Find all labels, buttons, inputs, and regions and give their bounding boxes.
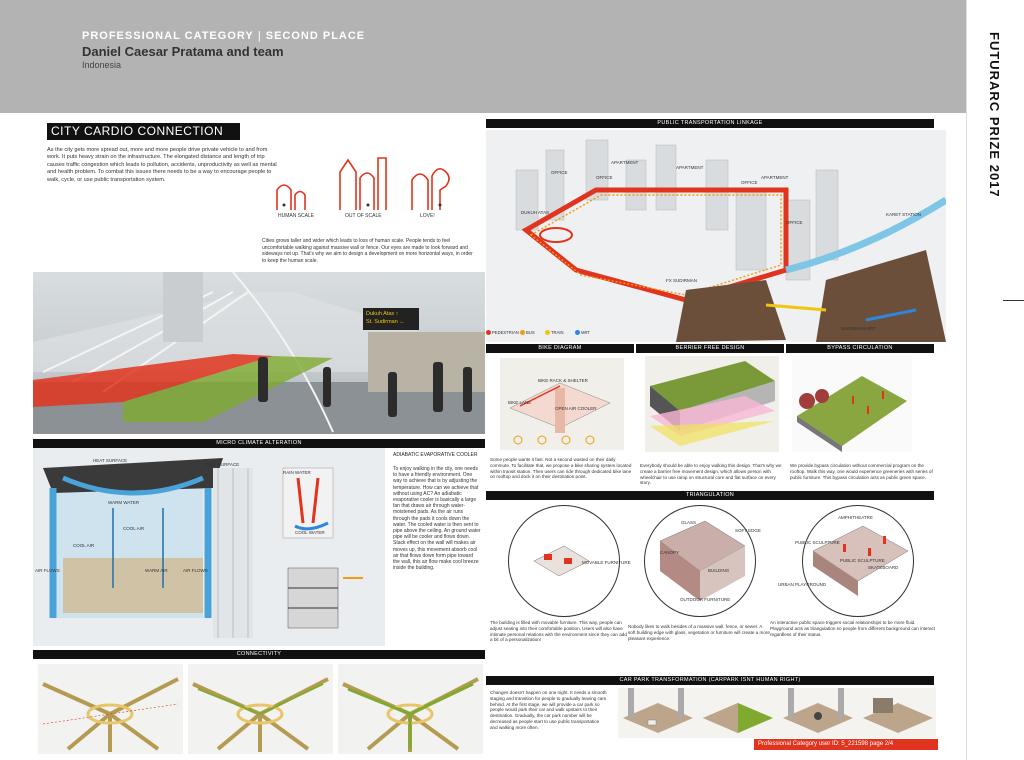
transport-linkage-illustration: [486, 130, 946, 342]
connectivity-stage-1-drawing: [38, 664, 183, 754]
label-skateboard: SKATEBOARD: [868, 565, 899, 570]
bypass-illustration: [792, 356, 912, 452]
country: Indonesia: [82, 60, 122, 70]
legend-pedestrian: [486, 330, 519, 335]
label-soft-edge: SOFT EDGE: [735, 528, 761, 533]
legend-label-train: TRAIN: [551, 330, 564, 335]
label-warm-air: WARM AIR: [145, 568, 168, 573]
micro-climate-heading: ADIABATIC EVAPORATIVE COOLER: [393, 452, 478, 458]
micro-climate-diagram: [33, 448, 385, 646]
bike-diagram-illustration: [500, 358, 624, 450]
connectivity-stage-1: [38, 664, 183, 754]
section-triangulation: TRIANGULATION: [486, 491, 934, 500]
label-human-scale: HUMAN SCALE: [278, 213, 315, 219]
legend-mrt: [575, 330, 590, 335]
label-open-air-cooler: OPEN AIR COOLER: [555, 406, 597, 411]
label-karet-station: KARET STATION: [886, 212, 922, 217]
label-amphitheatre: AMPHITHEATRE: [838, 515, 873, 520]
sidebar-divider: [1003, 300, 1024, 301]
intro-paragraph: As the city gets more spread out, more and more people drive private vehicle to and from work. It puts heavy strain on the infrastructure. The elongated distance and length of trip causes traffic congestion which leads to pollution, accidents, unproductivity as well as mental and health problem. To combat this issues there needs to be a way to encourage people to walk, cycle, or use public transportation system.: [47, 147, 277, 183]
label-sudirman-mrt: SUDIRMAN MRT: [841, 326, 876, 331]
header-banner: [0, 0, 966, 113]
label-dukuh-atas: DUKUH ATAS: [521, 210, 550, 215]
label-urban-playground: URBAN PLAYGROUND: [778, 582, 827, 587]
triangulation-text-3: An interactive public space triggers social relationships to be more fluid. Playground acts as triangulation so people from different background can interact regardless of their status.: [770, 620, 936, 637]
bike-text: Some people wants it fast. Not a second wasted on their daily commute. To facilitate that, we propose a bike sharing system located within transit station. Then users can ride through dedicated bike lane on rooftop and dock it on their destination point.: [490, 457, 632, 480]
car-park-stages-drawing: [618, 688, 936, 738]
label-office-3: OFFICE: [741, 180, 758, 185]
triangulation-text-2: Nobody likes to walk besides of a massive wall, fence, or sewer. A soft building edge with glass, vegetation or furniture will create a more pleasant experience.: [628, 624, 770, 641]
barrier-free-text: Everybody should be able to enjoy walking this design. That's why we create a barrier free movement design, which allows person with wheelchair to use ramp on structural core and flat surface on every story.: [640, 463, 782, 486]
connectivity-stage-2: [188, 664, 333, 754]
label-rain-water: RAIN WATER: [283, 470, 311, 475]
label-bike-rack: BIKE RACK & SHELTER: [538, 378, 588, 383]
label-public-sculpture-1: PUBLIC SCULPTURE: [795, 540, 840, 545]
legend-dot-train: [545, 330, 550, 335]
legend-train: [545, 330, 564, 335]
connectivity-stage-3-drawing: [338, 664, 483, 754]
label-canopy: CANOPY: [660, 550, 680, 555]
legend-label-mrt: MRT: [581, 330, 590, 335]
transport-linkage-render: [486, 130, 946, 342]
label-love: LOVE!: [420, 213, 435, 219]
street-render: [33, 272, 485, 434]
section-public-transport: PUBLIC TRANSPORTATION LINKAGE: [486, 119, 934, 128]
barrier-free-drawing: [645, 356, 779, 452]
label-office-1: OFFICE: [551, 170, 568, 175]
label-fx-sudirman: FX SUDIRMAN: [666, 278, 698, 283]
label-building: BUILDING: [708, 568, 730, 573]
bypass-drawing: [792, 356, 912, 452]
label-out-of-scale: OUT OF SCALE: [345, 213, 382, 219]
label-heat-surface-2: HEAT SURFACE: [205, 462, 240, 467]
label-public-sculpture-2: PUBLIC SCULPTURE: [840, 558, 885, 563]
label-heat-surface: HEAT SURFACE: [93, 458, 128, 463]
label-warm-water: WARM WATER: [108, 500, 140, 505]
label-apartment-3: APARTMENT: [761, 175, 789, 180]
page-tag: Professional Category user ID: 5_221598 page 2/4: [754, 739, 938, 750]
out-of-scale-skyline: [340, 158, 386, 210]
sidebar: [966, 0, 1024, 760]
label-apartment-1: APARTMENT: [611, 160, 639, 165]
connectivity-stage-2-drawing: [188, 664, 333, 754]
team-name: Daniel Caesar Pratama and team: [82, 44, 284, 59]
section-connectivity: CONNECTIVITY: [33, 650, 485, 659]
car-park-text: Changes doesn't happen on one night. It needs a smooth staging and transition for people to gradually leaving cars behind. At the first stage, we will provide a car park so people would park their car and walk upstairs to their destination. Gradually, the car park number will be decreased as people start to use public transportation and walking more often.: [490, 690, 607, 730]
label-bike-lane: BIKE LANE: [508, 400, 532, 405]
legend-bus: [520, 330, 535, 335]
place-text: SECOND PLACE: [265, 30, 366, 42]
legend-label-bus: BUS: [526, 330, 535, 335]
person-icon: [367, 204, 370, 207]
label-air-flows-right: AIR FLOWS: [183, 568, 208, 573]
car-park-stages: [618, 688, 936, 738]
triangulation-text-1: The building is filled with movable furniture. This way, people can adjust seating into their comfortable position. Users will also have intimate personal relations with the environment since they can add a bit of a personalization!: [490, 620, 627, 643]
category-text: PROFESSIONAL CATEGORY: [82, 30, 254, 42]
label-apartment-2: APARTMENT: [676, 165, 704, 170]
section-micro-climate: MICRO CLIMATE ALTERATION: [33, 439, 485, 448]
legend-dot-mrt: [575, 330, 580, 335]
micro-climate-text: To enjoy walking in the city, one needs to have a friendly environment. One way to achieve that is by adjusting the temperature. How can we achieve that without using AC? An adiabatic evaporative cooler is basically a large fan that draws air through water-moistened pads. As the air runs through the pads it cools down the water. The cooled water is then sent to pipe above the ceiling. An ground water pipe will be cooler and flows down. Stack effect on the wall will makes air moves up, this movement absorb cool air that flows down form pipe toward the wall, this air flow make cool breeze inside the building.: [393, 466, 481, 572]
label-glass: GLASS: [681, 520, 697, 525]
section-barrier-free: BERRIER FREE DESIGN: [636, 344, 784, 353]
barrier-free-illustration: [645, 356, 779, 452]
category-separator: |: [253, 30, 266, 42]
love-skyline: [412, 169, 449, 210]
wayfinding-sign: [363, 308, 419, 330]
person-icon: [283, 204, 286, 207]
award-category: [82, 30, 365, 42]
section-bypass: BYPASS CIRCULATION: [786, 344, 934, 353]
legend-dot-bus: [520, 330, 525, 335]
label-cool-air-2: COOL AIR: [73, 543, 95, 548]
street-render-illustration: [33, 272, 485, 434]
page-title: CITY CARDIO CONNECTION: [47, 123, 240, 140]
prize-title: FUTURARC PRIZE 2017: [987, 32, 1002, 198]
label-office-4: OFFICE: [786, 220, 803, 225]
label-cool-air-1: COOL AIR: [123, 526, 145, 531]
legend-dot-pedestrian: [486, 330, 491, 335]
connectivity-stage-3: [338, 664, 483, 754]
label-cool-water: COOL WATER: [295, 530, 325, 535]
bypass-text: We provide bypass circulation without commercial program on the rooftop. Walk this way, one would experience greeneries with series of public furniture. This bypass circulation acts as public green space.: [790, 463, 933, 480]
label-air-flows-left: AIR FLOWS: [35, 568, 60, 573]
scale-caption: Cities grows taller and wider which leads to loss of human scale. People tends to feel uncomfortable walking against massive wall or fence. Our eyes are made to look forward and sideways not up. That's why we aim to design a development on more horizontal ways, in order to keep the human scale.: [262, 238, 473, 264]
legend-label-pedestrian: PEDESTRIAN: [492, 330, 519, 335]
section-bike-diagram: BIKE DIAGRAM: [486, 344, 634, 353]
label-outdoor-furniture: OUTDOOR FURNITURE: [680, 597, 731, 602]
label-movable-furniture: MOVABLE FURNITURE: [582, 560, 631, 565]
section-car-park: CAR PARK TRANSFORMATION (CARPARK ISNT HUMAN RIGHT): [486, 676, 934, 685]
label-office-2: OFFICE: [596, 175, 613, 180]
person-icon: [439, 204, 442, 207]
sign-line-sudirman: St. Sudirman ←: [366, 319, 405, 325]
sign-line-dukuh-atas: Dukuh Atas ↑: [366, 311, 399, 317]
human-scale-skyline: [277, 185, 305, 210]
